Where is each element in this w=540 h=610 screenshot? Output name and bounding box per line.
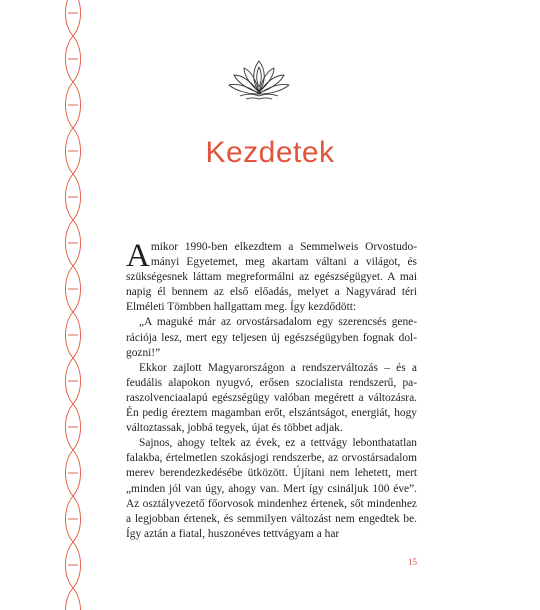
paragraph-3: Ekkor zajlott Magyarországon a rendszerváltozás – és a feudális alapokon nyugvó, erősen szocialista rendszerű, paraszolvenciaalapú egészségügy valóban megérett a változásra. Én pedig éreztem magamban erőt, elszántságot, energiát, hogy változtassak, jobbá tegyek, újat és többet adjak. — [126, 361, 417, 435]
page-number: 15 — [408, 557, 417, 567]
chain-border-ornament — [62, 0, 84, 610]
chapter-title: Kezdetek — [205, 136, 335, 169]
paragraph-1 — [126, 240, 417, 315]
drop-cap: A — [126, 238, 150, 274]
body-text — [126, 240, 417, 542]
lotus-icon — [226, 58, 292, 102]
paragraph-1-text: mikor 1990-ben elkezdtem a Semmelweis Orvostudományi Egyetemet, meg akartam váltani a világot, és szükségesnek láttam megreformálni az egészségügyet. A mai napig él bennem az első előadás, melyet a Nagyvárad téri Elméleti Tömbben hallgattam meg. Így kezdődött: — [126, 241, 417, 314]
paragraph-4: Sajnos, ahogy teltek az évek, ez a tettvágy lebonthatatlan falakba, értelmetlen szokásjogi rendszerbe, az orvostársadalom merev berendezkedésébe ütközött. Újítani nem lehetett, mert „minden jól van úgy, ahogy van. Mert így csináljuk 100 éve”. Az osztályvezető főorvosok mindenhez értenek, sőt mindenhez a legjobban értenek, és semmilyen változást nem engedtek be. Így aztán a fiatal, huszonéves tettvágyam a har — [126, 437, 417, 540]
paragraph-2: „A maguké már az orvostársadalom egy szerencsés generációja lesz, mert egy teljesen új egészségügyben fognak dolgozni!” — [126, 316, 417, 359]
